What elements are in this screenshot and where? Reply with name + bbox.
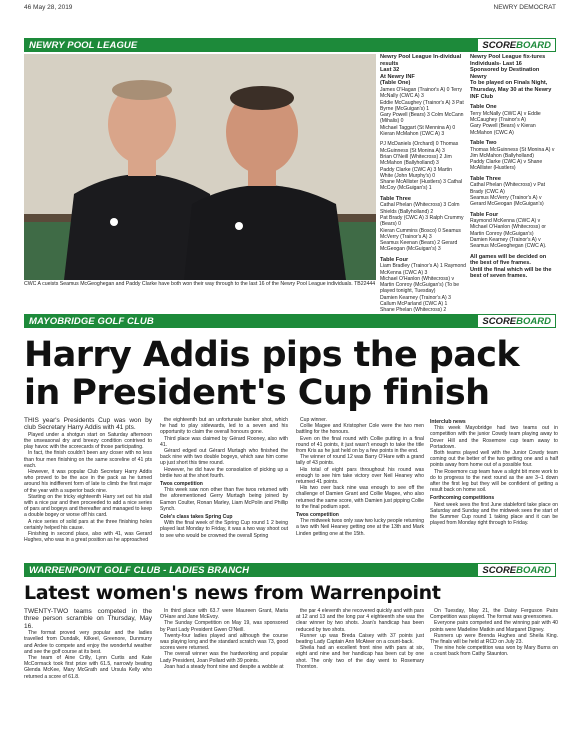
result-line: Table Two (470, 139, 497, 146)
pool-fixtures-column (470, 54, 556, 330)
pool-players-photo (24, 54, 376, 280)
page-header (24, 4, 556, 14)
paragraph: A nice series of solid pars at the three finishing holes certainly helped his cause. (24, 518, 152, 531)
result-line: To be played on Finals Night, Thursday, May 30 at the Newry INF Club (470, 80, 552, 100)
paragraph: Runners up were Brenda Hughes and Sheila King. The finals will be held at RCD on July 23. (430, 632, 558, 646)
section-title: MAYOBRIDGE GOLF CLUB (29, 315, 154, 327)
result-line: Table Three (470, 175, 501, 182)
result-line: Eddie McCaughey (Trainor's A) 3 Pat Byrne (McGuigan's) 1 (380, 99, 464, 112)
result-line: James O'Hagan (Trainor's A) 0 Terry McNally (CWC A) 3 (380, 86, 463, 100)
result-line: All games will be decided on the best of five frames. (470, 253, 547, 267)
photo-illustration (24, 54, 376, 280)
story-column (296, 417, 424, 565)
result-line: PJ McDaniels (Orchard) 0 Thomas McGuinness (St Monina A) 3 (380, 141, 459, 154)
paragraph: In third place with 63.7 were Maureen Grant, Maria O'Hare and Jane McEvoy. (160, 608, 288, 621)
paragraph: Joan had a steady front nine and despite a wobble at (164, 663, 284, 670)
story-column (160, 417, 288, 565)
result-line: (Table One) (380, 80, 411, 87)
result-line: Paddy Clarke (CWC A) v Shane McAllister (Hustlers) (470, 159, 543, 172)
paragraph: The team of Aine Crilly, Lynn Curtis and Kate McCormack took first prize with 61.5, narrowly beating Glenda McKee, Mary McGrath and Ursula Kelly who returned a score of 61.8. (24, 655, 152, 680)
result-line: Shane McAllister (Hustlers) 3 Cathal McCoy (McGuigan's) 1 (380, 179, 463, 192)
newspaper-name: NEWRY DEMOCRAT (493, 4, 556, 11)
paragraph: THIS year's Presidents Cup was won by club Secretary Harry Addis with 41 pts. (24, 417, 152, 432)
result-line: Cathal Phelan (Whitecross) v Pat Brady (CWC A) (470, 182, 546, 195)
result-line: Paddy Clarke (CWC A) 3 Martin White (John Murphy's) 0 (380, 166, 452, 179)
paragraph: Played under a shotgun start on Saturday afternoon the unseasonal dry and breezy condition contrived to play havoc with the scorecards of those participating. (24, 431, 152, 451)
paragraph: Finishing in second place, also with 41, was Gerard Hughes, who was in a great position as he approached (24, 531, 152, 544)
paragraph: The nine hole competition was won by Mary Burns on a count back from Cathy Staunton. (430, 645, 558, 658)
paragraph: In fact, the finish couldn't been any closer with no less than four men finishing on the same scoreline of 41 pts each. (24, 450, 152, 469)
result-line: Last 32 (380, 67, 400, 74)
scoreboard-logo: SCORE BOARD (478, 39, 555, 51)
paragraph: However, it was popular Club Secretary Harry Addis who proved to be the ace in the pack as he turned around his indifferent form of late to climb the first major of the year with a superior back nine. (24, 469, 152, 494)
section-band-warrenpoint (24, 563, 556, 577)
section-title: WARRENPOINT GOLF CLUB - LADIES BRANCH (29, 564, 250, 576)
story-column (24, 608, 152, 734)
result-line: Gary Powell (Bears) v Kieran McMahon (CWC A) (470, 123, 536, 136)
result-line: Terry McNally (CWC A) v Eddie McCaughey (Trainor's A) (470, 110, 541, 124)
paragraph: Both teams played well with the Junior Cowdy team coming out the better of the two getting one and a half points away from home out of a possible four. (430, 450, 558, 469)
paragraph: Collie Magee and Kristopher Cole were the two men battling for the honours. (296, 423, 424, 436)
paragraph: The winner of round 12 was Barry O'Hare with a grand tally of 43 points. (296, 454, 424, 467)
paragraph: However, he did have the consolation of picking up a birdie two at the short fourth. (160, 466, 288, 479)
paragraph: Runner up was Breda Caisey with 37 points just beating Lady Captain Ann McAteer on a count-back. (296, 632, 424, 646)
paragraph: His total of eight pars throughout his round was enough to see him take victory over Neil Heaney who returned 41 points. (296, 466, 424, 486)
result-line: Gary Powell (Bears) 3 Colm McCann (Mihalis) 0 (380, 112, 464, 125)
paragraph: The Rosemore cup team have a slight bit more work to do to progress to the next round as the are 3–1 down after the first leg but they will be confident of getting a result back on home soil. (430, 468, 558, 494)
result-line: Thomas McGuinness (St Monina A) v Jim McMahon (Ballyholland) (470, 146, 555, 159)
paragraph: The overall winner was the hardworking and popular Lady President, Joan Pollard with 39 points. (160, 651, 288, 664)
result-line: Individuals- Last 16 (470, 60, 522, 67)
result-line: Pat Brady (CWC A) 3 Ralph Crummy (Bears) 0 (380, 214, 464, 228)
story-column (430, 608, 558, 734)
paragraph: Gérard edged out Gérard Murtagh who finished the back nine with two double bogeys, which saw him come up just short this time round. (160, 448, 288, 467)
subheading: Twos competition (296, 512, 339, 519)
section-band-golf (24, 314, 556, 328)
result-line: Shane Phelan (Whitecross) 2 (380, 307, 447, 314)
paragraph: On Tuesday, May 21, the Daisy Ferguson Pairs Competition was played. The format was greensomes. (430, 608, 558, 621)
result-line: Brian O'Neill (Whitecross) 2 Jim McMahon (Ballyholland) 3 (380, 153, 452, 167)
paragraph: The Sunday Competition on May 19, was sponsored by Past Lady President Gwen O'Neill. (160, 620, 288, 633)
subheading: Cole's class takes Spring Cup (160, 514, 233, 521)
paragraph: Even on the final round with Collie putting in a final round of 41 points, it just wasn't enough to take the title from Kris as he just held on by a few points in the end. (296, 435, 424, 455)
result-line: Sponsored by Destination Newry (470, 67, 540, 80)
paragraph: Everyone pairs competed and the winning pair with 40 points were Madeline Matkin and Margaret Digney. (430, 620, 558, 633)
paragraph: Starting on the tricky eighteenth Harry set out his stall with a nice par and then proceeded to add a nice series of pars and bogeys and thereafter and managed to keep a double bogey or worse off his card. (24, 493, 152, 519)
section-band-pool (24, 38, 556, 52)
story-column (430, 417, 558, 565)
paragraph: Next week sees the first June stableford take place on Saturday and Sunday and the midweek sees the start of the Summer Cup round 1 taking place and it can be played from Monday right through to Friday. (430, 501, 558, 527)
result-line: Raymond McKenna (CWC A) v Michael O'Hanlon (Whitecross) or Martin Conroy (McGuigan's) (470, 218, 546, 237)
pool-results-column (380, 54, 466, 330)
result-line: Cathal Phelan (Whitecross) 3 Colm Shields (Ballyholland) 2 (380, 202, 460, 215)
section-title: NEWRY POOL LEAGUE (29, 39, 138, 51)
result-line: At Newry INF (380, 73, 415, 80)
subheading: Forthcoming competitions (430, 495, 495, 502)
result-line: Michael Taggart (St Mennina A) 0 Kieran McMahon (CWC A) 3 (380, 124, 456, 138)
result-line: Newry Pool League fix-tures (470, 54, 546, 60)
headline-warrenpoint: Latest women's news from Warrenpoint (24, 582, 441, 604)
story-column (160, 608, 288, 734)
page-date: 46 May 28, 2019 (24, 4, 73, 11)
result-line: Table Four (380, 256, 409, 263)
headline-presidents-cup: Harry Addis pips the pack in President's Cup finish (24, 335, 520, 413)
result-line: Table Three (380, 195, 411, 202)
story-column (296, 608, 424, 734)
paragraph: Sheila had an excellent front nine with pars at six, eight and nine and her handicap has been cut by one shot. The only two of the day went to Rosemary Thornton. (296, 645, 424, 670)
result-line: Until the final which will be the best of seven frames. (470, 266, 552, 280)
result-line: Kieran Cummins (Bosco) 0 Seamus McVerry (Trainor's A) 3 (380, 227, 461, 240)
paragraph: the par 4 eleventh she recovered quickly and with pars at 12 and 13 and the long par 4 eighteenth she was the clear winner by two shots. Joan's handicap has been reduced by two shots. (296, 608, 424, 633)
scoreboard-logo: SCORE BOARD (478, 564, 555, 576)
story-column (24, 417, 152, 565)
result-line: Seamus McVerry (Trainor's A) v Gerard McGeogan (McGuigan's) (470, 194, 544, 208)
subheading: Interclub news (430, 419, 466, 425)
paragraph: His two over back nine was enough to see off the challenge of Damien Grant and Collie Magee, who also returned the same score, with Damien just pipping Collie to the final podium spot. (296, 485, 424, 510)
result-line: Michael O'Hanlon (Whitecross) v Martin Conroy (McGuigan's) (To be played tonight, Tuesday) (380, 275, 460, 295)
paragraph: This week Mayobridge had two teams out in competition with the junior Cowdy team playing away to Dover Hill and the Rosemore cup team away to Portadown. (430, 425, 558, 450)
paragraph: The format proved very popular and the ladies travelled from Dundalk, Kilkeel, Greenore, Dunmurry and Ardee to compete and enjoy the wonderful weather and see the golf course at its best. (24, 630, 152, 655)
result-line: Seamus Keenan (Bears) 2 Gerard McGeogan (McGuigan's) 3 (380, 240, 458, 253)
result-line: Newry Pool League In-dividual results (380, 54, 462, 67)
paragraph: the eighteenth but an unfortunate bunker shot, which he had to play sidewards, led to a seven and his opportunity to claim the overall honours gone. (160, 417, 288, 436)
photo-caption: CWC A cueists Seamus McGeoghegan and Paddy Clarke have both won their way through to the last 16 of the Newry Pool League individuals. TB22444 (24, 281, 376, 287)
paragraph: This week saw non other than five twos returned with the aforementioned Gerry Murtagh being joined by Eamon Coulter, Ronan Marley, Liam McPolin and Phillip Synch. (160, 487, 288, 512)
paragraph: Third place was claimed by Gérard Rooney, also with 41. (160, 435, 288, 448)
paragraph: With the final week of the Spring Cup round 1 2 being played last Monday to Friday, it was a two way shoot out to see who would be crowned the overall Spring (160, 520, 288, 539)
paragraph: TWENTY-TWO teams competed in the three person scramble on Thursday, May 16. (24, 608, 152, 630)
paragraph: The midweek twos only saw two lucky people returning a two with Neil Heaney getting one at the 13th and Mark Linden getting one at the 15th. (296, 518, 424, 537)
paragraph: Twenty-four ladies played and although the course was playing long and the standard scratch was 73, good scores were returned. (160, 632, 288, 652)
paragraph: Cup winner. (300, 417, 327, 423)
scoreboard-logo: SCORE BOARD (478, 315, 555, 327)
result-line: Liam Bradley (Trainor's A) 1 Raymond McKenna (CWC A) 3 (380, 263, 466, 276)
result-line: Table One (470, 104, 497, 111)
result-line: Damien Kearney (Trainor's A) 3 Callum McParland (CWC A) 1 (380, 294, 451, 308)
subheading: Twos competition (160, 481, 203, 488)
result-line: Damien Kearney (Trainor's A) v Seamus McGeoghegan (CWC A). (470, 236, 547, 250)
result-line: Table Four (470, 211, 499, 218)
